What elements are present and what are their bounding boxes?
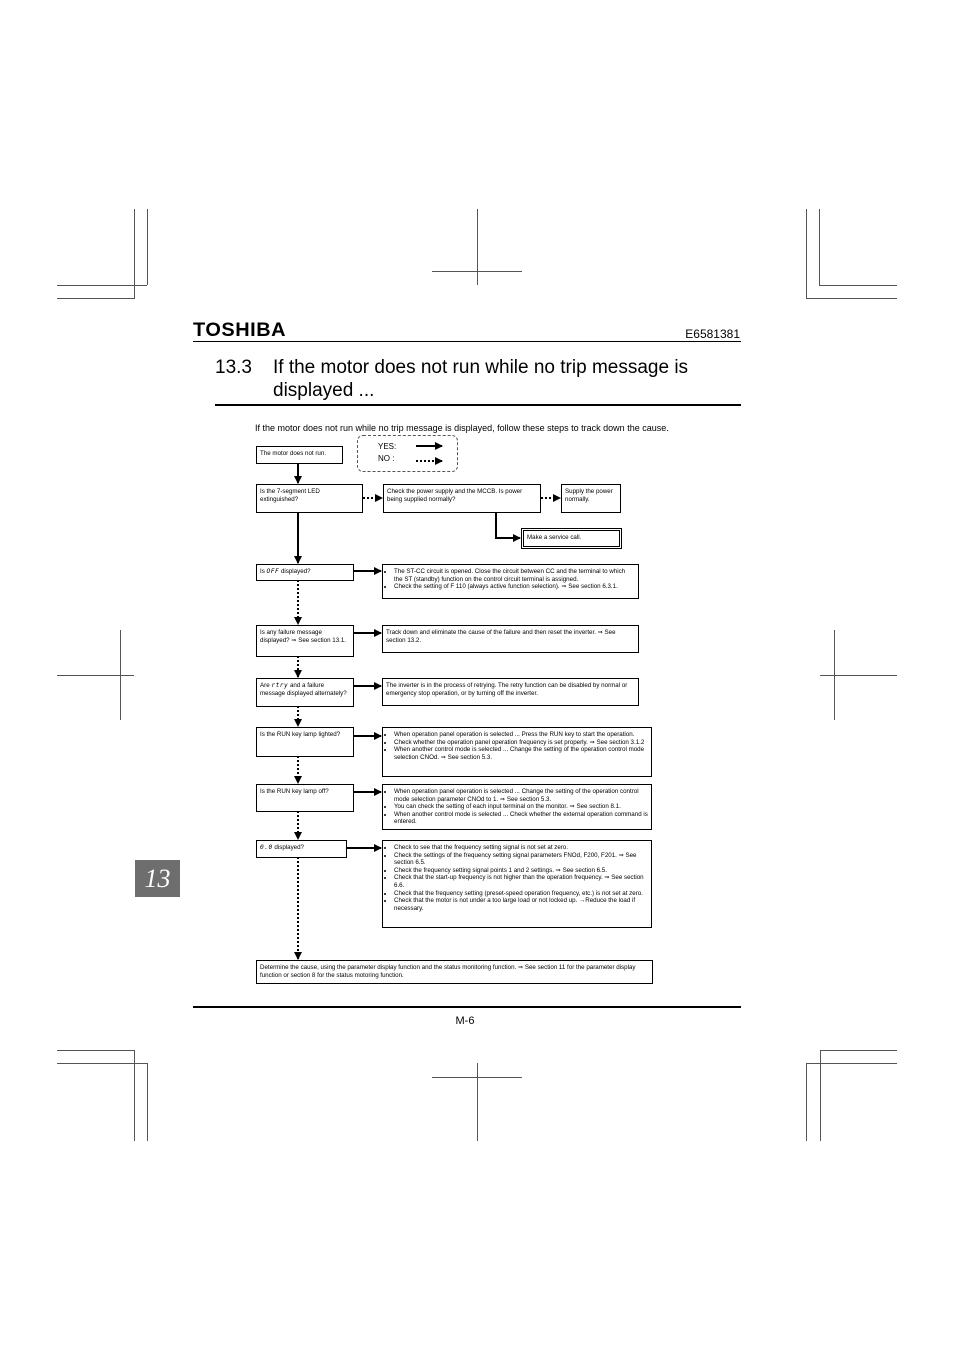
question-led-text: Is the 7-segment LED extinguished?: [260, 488, 320, 503]
answer-zero-item: • Check that the motor is not under a too large load or not locked up. →Reduce the load if necessary.: [394, 897, 648, 912]
question-off-post: displayed?: [279, 568, 311, 575]
question-retry-box: [256, 678, 354, 707]
question-zero-box: [256, 840, 347, 858]
check-power-box: [383, 484, 541, 513]
lcd-code-retry: rtry: [271, 682, 289, 689]
start-box: [256, 446, 343, 464]
legend-yes-label: YES:: [378, 442, 397, 451]
answer-run-off-item: • You can check the setting of each input terminal on the monitor. ⇒ See section 8.1.: [394, 803, 648, 811]
answer-zero-item: • Check that the frequency setting (preset-speed operation frequency, etc.) is not set at zero.: [394, 890, 648, 898]
answer-retry-box: [382, 678, 639, 706]
check-power-text: Check the power supply and the MCCB. Is power being supplied normally?: [387, 488, 523, 503]
chapter-tab: 13: [135, 860, 180, 897]
supply-power-box: [561, 484, 621, 513]
start-text: The motor does not run.: [260, 450, 327, 457]
question-run-lit-text: Is the RUN key lamp lighted?: [260, 731, 341, 738]
question-retry-pre: Are: [260, 682, 272, 689]
answer-run-off-box: [382, 784, 652, 830]
supply-power-text: Supply the power normally.: [565, 488, 613, 503]
answer-zero-item: • Check to see that the frequency setting signal is not set at zero.: [394, 844, 648, 852]
answer-zero-box: [382, 840, 652, 928]
answer-off-item: • Check the setting of F 110 (always active function selection). ⇒ See section 6.3.1.: [394, 583, 635, 591]
answer-run-lit-box: [382, 727, 652, 777]
answer-zero-item: • Check the frequency setting signal points 1 and 2 settings. ⇒ See section 6.5.: [394, 867, 648, 875]
answer-zero-item: • Check the settings of the frequency setting signal parameters FNOd, F200, F201. ⇒ See section 6.5.: [394, 852, 648, 867]
question-led-box: [256, 484, 363, 513]
answer-off-box: [382, 564, 639, 599]
answer-zero-item: • Check that the start-up frequency is not higher than the operation frequency. ⇒ See section 6.6.: [394, 874, 648, 889]
answer-run-lit-item: • When another control mode is selected ... Change the setting of the operation control mode selection CNOd. ⇒ See section 5.3.: [394, 746, 648, 761]
page-number: M-6: [455, 1015, 475, 1027]
section-title: If the motor does not run while no trip message is displayed ...: [273, 357, 689, 401]
service-call-box: [521, 528, 622, 549]
question-off-pre: Is: [260, 568, 267, 575]
question-run-off-box: [256, 784, 354, 812]
intro-text: If the motor does not run while no trip message is displayed, follow these steps to track down the cause.: [255, 423, 669, 433]
answer-run-off-item: • When operation panel operation is selected ... Change the setting of the operation control mode selection parameter CNOd to 1. ⇒ See section 5.3.: [394, 788, 648, 803]
legend-no-label: NO :: [378, 454, 395, 463]
brand-logo: TOSHIBA: [193, 320, 287, 341]
end-box: [256, 960, 653, 984]
answer-failure-box: [382, 625, 639, 653]
footer-rule: [193, 1006, 741, 1008]
question-run-off-text: Is the RUN key lamp off?: [260, 788, 329, 795]
answer-retry-text: The inverter is in the process of retrying. The retry function can be disabled by normal or emergency stop operation, or by turning off the inverter.: [386, 682, 628, 697]
question-retry-post: and a failure message displayed alternately?: [260, 682, 347, 697]
document-code: E6581381: [685, 327, 740, 341]
section-number: 13.3: [215, 357, 252, 378]
question-run-lit-box: [256, 727, 354, 757]
answer-run-lit-item: • Check whether the operation panel operation frequency is set properly. ⇒ See section 3.1.2: [394, 739, 648, 747]
question-zero-post: displayed?: [272, 844, 304, 851]
question-failure-box: [256, 625, 354, 657]
lcd-code-off: OFF: [266, 568, 280, 575]
end-text: Determine the cause, using the parameter display function and the status monitoring function. ⇒ See section 11 for the parameter display function or section 8 for the status motoring function.: [260, 964, 636, 979]
answer-run-lit-item: • When operation panel operation is selected ... Press the RUN key to start the operation.: [394, 731, 648, 739]
answer-off-item: • The ST-CC circuit is opened. Close the circuit between CC and the terminal to which the ST (standby) function on the control circuit terminal is assigned.: [394, 568, 635, 583]
answer-failure-text: Track down and eliminate the cause of the failure and then reset the inverter. ⇒ See section 13.2.: [386, 629, 616, 644]
answer-run-off-item: • When another control mode is selected ... Check whether the external operation command is entered.: [394, 811, 648, 826]
lcd-code-zero: 0.0: [260, 844, 273, 851]
service-call-text: Make a service call.: [527, 534, 582, 541]
question-failure-text: Is any failure message displayed? ⇒ See section 13.1.: [260, 629, 347, 644]
question-off-box: [256, 564, 354, 581]
